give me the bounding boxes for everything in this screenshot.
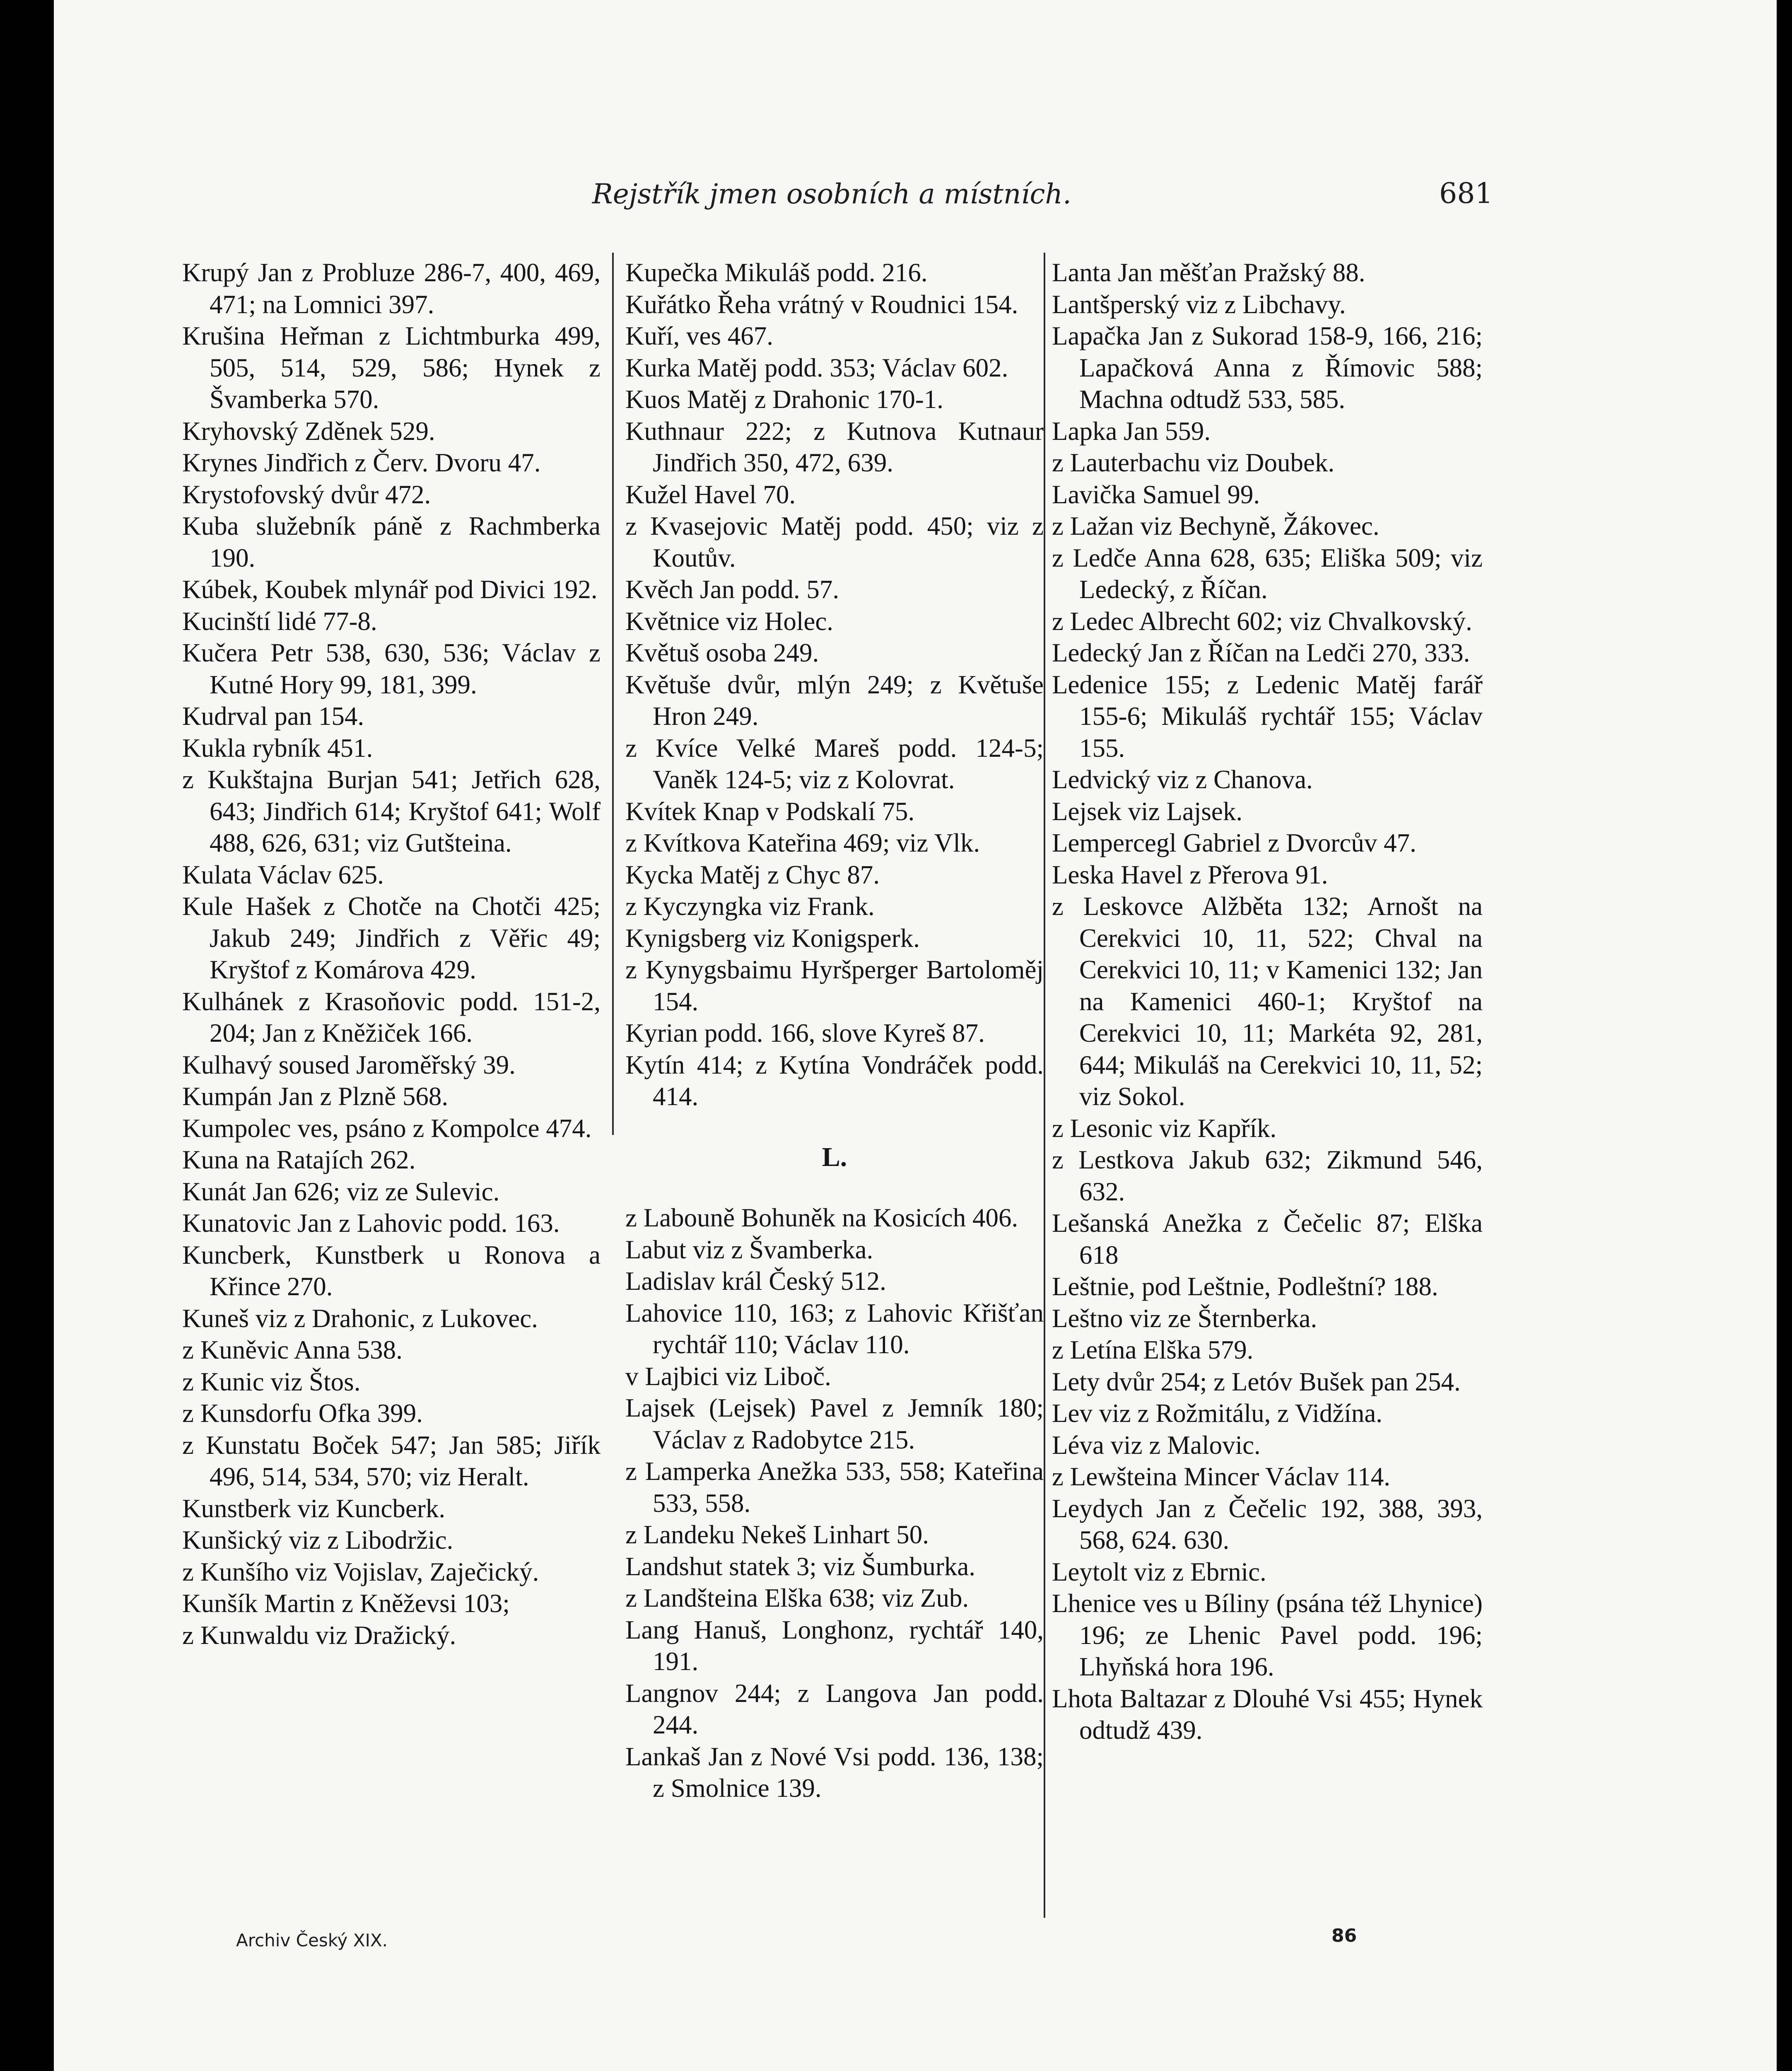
index-entry: Kudrval pan 154.: [182, 702, 364, 731]
index-entry: Krušina Heřman z Lichtmburka 499, 505, 514, 529, 586; Hynek z Švamberka 570.: [182, 321, 601, 414]
index-entry: z Kunsdorfu Ofka 399.: [182, 1399, 423, 1428]
index-entry: z Lažan viz Bechyně, Žákovec.: [1052, 512, 1380, 541]
index-entry: z Lesonic viz Kapřík.: [1052, 1113, 1277, 1143]
index-entry: Leštnie, pod Leštnie, Podleštní? 188.: [1052, 1272, 1438, 1301]
index-entry: Kycka Matěj z Chyc 87.: [625, 860, 880, 889]
index-entry: Lantšperský viz z Libchavy.: [1052, 290, 1346, 319]
index-entry: Kynigsberg viz Konigsperk.: [625, 923, 920, 953]
index-entry: Kukla rybník 451.: [182, 733, 373, 763]
index-entry: z Kvasejovic Matěj podd. 450; viz z Koutův.: [625, 512, 1044, 572]
index-entry: Leytolt viz z Ebrnic.: [1052, 1557, 1266, 1586]
index-entry: z Kunstatu Boček 547; Jan 585; Jiřík 496, 514, 534, 570; viz Heralt.: [182, 1430, 601, 1491]
index-entry: Kuos Matěj z Drahonic 170-1.: [625, 385, 944, 414]
index-entry: Langnov 244; z Langova Jan podd. 244.: [625, 1678, 1044, 1739]
index-entry: v Lajbici viz Liboč.: [625, 1361, 831, 1391]
index-entry: z Labouně Bohuněk na Kosicích 406.: [625, 1203, 1018, 1232]
index-entry: z Ledče Anna 628, 635; Eliška 509; viz Ledecký, z Říčan.: [1052, 543, 1483, 604]
column-separator: [612, 253, 614, 1135]
index-entry: z Ledec Albrecht 602; viz Chvalkovský.: [1052, 606, 1472, 636]
index-entry: Lavička Samuel 99.: [1052, 480, 1260, 509]
index-entry: Krynes Jindřich z Červ. Dvoru 47.: [182, 448, 541, 477]
index-entry: Lety dvůr 254; z Letóv Bušek pan 254.: [1052, 1367, 1461, 1396]
index-entry: Landshut statek 3; viz Šumburka.: [625, 1552, 976, 1581]
index-entry: Kumpolec ves, psáno z Kompolce 474.: [182, 1113, 592, 1143]
index-entry: Kuřátko Řeha vrátný v Roudnici 154.: [625, 290, 1018, 319]
index-entry: Kuří, ves 467.: [625, 321, 773, 350]
section-letter-heading: L.: [822, 1142, 847, 1172]
index-column-2: [625, 257, 1044, 1804]
index-entry: Krystofovský dvůr 472.: [182, 480, 431, 509]
index-entry: Leštno viz ze Šternberka.: [1052, 1303, 1317, 1333]
index-entry: Lev viz z Rožmitálu, z Vidžína.: [1052, 1399, 1383, 1428]
index-entry: z Kuněvic Anna 538.: [182, 1335, 403, 1364]
index-entry: Květuše dvůr, mlýn 249; z Květuše Hron 249.: [625, 670, 1044, 731]
index-entry: Ladislav král Český 512.: [625, 1267, 886, 1296]
footer-source: Archiv Český XIX.: [236, 1930, 388, 1950]
index-entry: Kunšík Martin z Kněževsi 103;: [182, 1589, 510, 1618]
index-entry: Květuš osoba 249.: [625, 638, 819, 667]
index-entry: Kuncberk, Kunstberk u Ronova a Křince 270.: [182, 1240, 601, 1301]
index-entry: Ledenice 155; z Ledenic Matěj farář 155-6; Mikuláš rychtář 155; Václav 155.: [1052, 670, 1483, 763]
index-entry: Kulhánek z Krasoňovic podd. 151-2, 204; Jan z Kněžiček 166.: [182, 987, 601, 1048]
index-entry: z Landeku Nekeš Linhart 50.: [625, 1520, 929, 1549]
index-entry: Lempercegl Gabriel z Dvorcův 47.: [1052, 828, 1416, 857]
index-entry: Kucinští lidé 77-8.: [182, 606, 377, 636]
index-entry: z Kunic viz Štos.: [182, 1367, 361, 1396]
index-entry: Kuneš viz z Drahonic, z Lukovec.: [182, 1303, 538, 1333]
index-entry: Leska Havel z Přerova 91.: [1052, 860, 1328, 889]
index-entry: z Kunšího viz Vojislav, Zaječický.: [182, 1557, 539, 1586]
index-column-1: [182, 257, 601, 1651]
index-entry: z Kvíce Velké Mareš podd. 124-5; Vaněk 124-5; viz z Kolovrat.: [625, 733, 1044, 794]
index-entry: Labut viz z Švamberka.: [625, 1235, 873, 1264]
index-entry: Ledecký Jan z Říčan na Ledči 270, 333.: [1052, 638, 1470, 667]
index-entry: Kulata Václav 625.: [182, 860, 384, 889]
index-entry: Lahovice 110, 163; z Lahovic Křišťan rychtář 110; Václav 110.: [625, 1298, 1044, 1359]
index-entry: Kvěch Jan podd. 57.: [625, 575, 839, 604]
index-entry: Lapačka Jan z Sukorad 158-9, 166, 216; Lapačková Anna z Římovic 588; Machna odtudž 533, 585.: [1052, 321, 1483, 414]
index-entry: z Leskovce Alžběta 132; Arnošt na Cerekvici 10, 11, 522; Chval na Cerekvici 10, 11; v Kamenici 132; Jan na Kamenici 460-1; Kryštof na Cerekvici 10, 11; Markéta 92, 281, 644; Mikuláš na Cerekvici 10, 11, 52; viz Sokol.: [1052, 892, 1483, 1111]
page-number: 681: [1439, 177, 1493, 210]
index-entry: Kunšický viz z Libodržic.: [182, 1525, 453, 1554]
index-column-3: [1052, 257, 1483, 1746]
index-entry: Kuthnaur 222; z Kutnova Kutnaur Jindřich 350, 472, 639.: [625, 416, 1044, 477]
index-entry: Lanta Jan měšťan Pražský 88.: [1052, 258, 1365, 287]
index-entry: Kulhavý soused Jaroměřský 39.: [182, 1050, 516, 1079]
index-entry: Kumpán Jan z Plzně 568.: [182, 1082, 449, 1111]
index-entry: Kunatovic Jan z Lahovic podd. 163.: [182, 1209, 560, 1238]
index-entry: Kryhovský Zděnek 529.: [182, 416, 435, 446]
index-entry: z Letína Elška 579.: [1052, 1335, 1254, 1364]
index-entry: z Landšteina Elška 638; viz Zub.: [625, 1583, 969, 1612]
index-entry: Kužel Havel 70.: [625, 480, 796, 509]
index-entry: Ledvický viz z Chanova.: [1052, 765, 1313, 794]
index-entry: Kučera Petr 538, 630, 536; Václav z Kutné Hory 99, 181, 399.: [182, 638, 601, 699]
index-entry: Kunát Jan 626; viz ze Sulevic.: [182, 1177, 500, 1206]
index-entry: Kuba služebník páně z Rachmberka 190.: [182, 512, 601, 572]
index-entry: Kúbek, Koubek mlynář pod Divici 192.: [182, 575, 598, 604]
index-entry: Lapka Jan 559.: [1052, 416, 1211, 446]
index-entry: z Kyczyngka viz Frank.: [625, 892, 875, 921]
index-entry: z Kukštajna Burjan 541; Jetřich 628, 643; Jindřich 614; Kryštof 641; Wolf 488, 626, 631; viz Gutšteina.: [182, 765, 601, 857]
index-entry: Lang Hanuš, Longhonz, rychtář 140, 191.: [625, 1615, 1044, 1676]
index-entry: Kuna na Ratajích 262.: [182, 1145, 416, 1174]
index-entry: Lhota Baltazar z Dlouhé Vsi 455; Hynek odtudž 439.: [1052, 1684, 1483, 1745]
index-entry: z Lewšteina Mincer Václav 114.: [1052, 1462, 1390, 1491]
index-entry: Krupý Jan z Probluze 286-7, 400, 469, 471; na Lomnici 397.: [182, 258, 601, 319]
index-entry: z Lestkova Jakub 632; Zikmund 546, 632.: [1052, 1145, 1483, 1206]
book-page: [54, 0, 1777, 2071]
index-entry: Lhenice ves u Bíliny (psána též Lhynice) 196; ze Lhenic Pavel podd. 196; Lhyňská hora 196.: [1052, 1589, 1483, 1681]
index-entry: Lajsek (Lejsek) Pavel z Jemník 180; Václav z Radobytce 215.: [625, 1393, 1044, 1454]
index-entry: Kyrian podd. 166, slove Kyreš 87.: [625, 1019, 985, 1048]
index-entry: Lankaš Jan z Nové Vsi podd. 136, 138; z Smolnice 139.: [625, 1742, 1044, 1803]
index-entry: z Kynygsbaimu Hyršperger Bartoloměj 154.: [625, 955, 1044, 1016]
index-entry: Kunstberk viz Kuncberk.: [182, 1494, 446, 1523]
index-entry: Kurka Matěj podd. 353; Václav 602.: [625, 353, 1008, 382]
index-entry: Lejsek viz Lajsek.: [1052, 797, 1243, 826]
index-entry: Leydych Jan z Čečelic 192, 388, 393, 568, 624. 630.: [1052, 1494, 1483, 1554]
index-entry: z Kvítkova Kateřina 469; viz Vlk.: [625, 828, 980, 857]
index-entry: z Lauterbachu viz Doubek.: [1052, 448, 1335, 477]
index-entry: Kule Hašek z Chotče na Chotči 425; Jakub 249; Jindřich z Věřic 49; Kryštof z Komárova 429.: [182, 892, 601, 984]
index-entry: Kytín 414; z Kytína Vondráček podd. 414.: [625, 1050, 1044, 1111]
index-entry: Kvítek Knap v Podskalí 75.: [625, 797, 915, 826]
index-entry: Lešanská Anežka z Čečelic 87; Elška 618: [1052, 1209, 1483, 1270]
footer-signature: 86: [1331, 1925, 1357, 1946]
index-entry: Kupečka Mikuláš podd. 216.: [625, 258, 928, 287]
running-head: Rejstřík jmen osobních a místních.: [592, 178, 1071, 210]
column-separator: [1044, 253, 1045, 1918]
index-entry: z Kunwaldu viz Dražický.: [182, 1620, 456, 1650]
index-entry: Léva viz z Malovic.: [1052, 1430, 1261, 1460]
index-entry: z Lamperka Anežka 533, 558; Kateřina 533, 558.: [625, 1457, 1044, 1518]
index-entry: Květnice viz Holec.: [625, 606, 834, 636]
